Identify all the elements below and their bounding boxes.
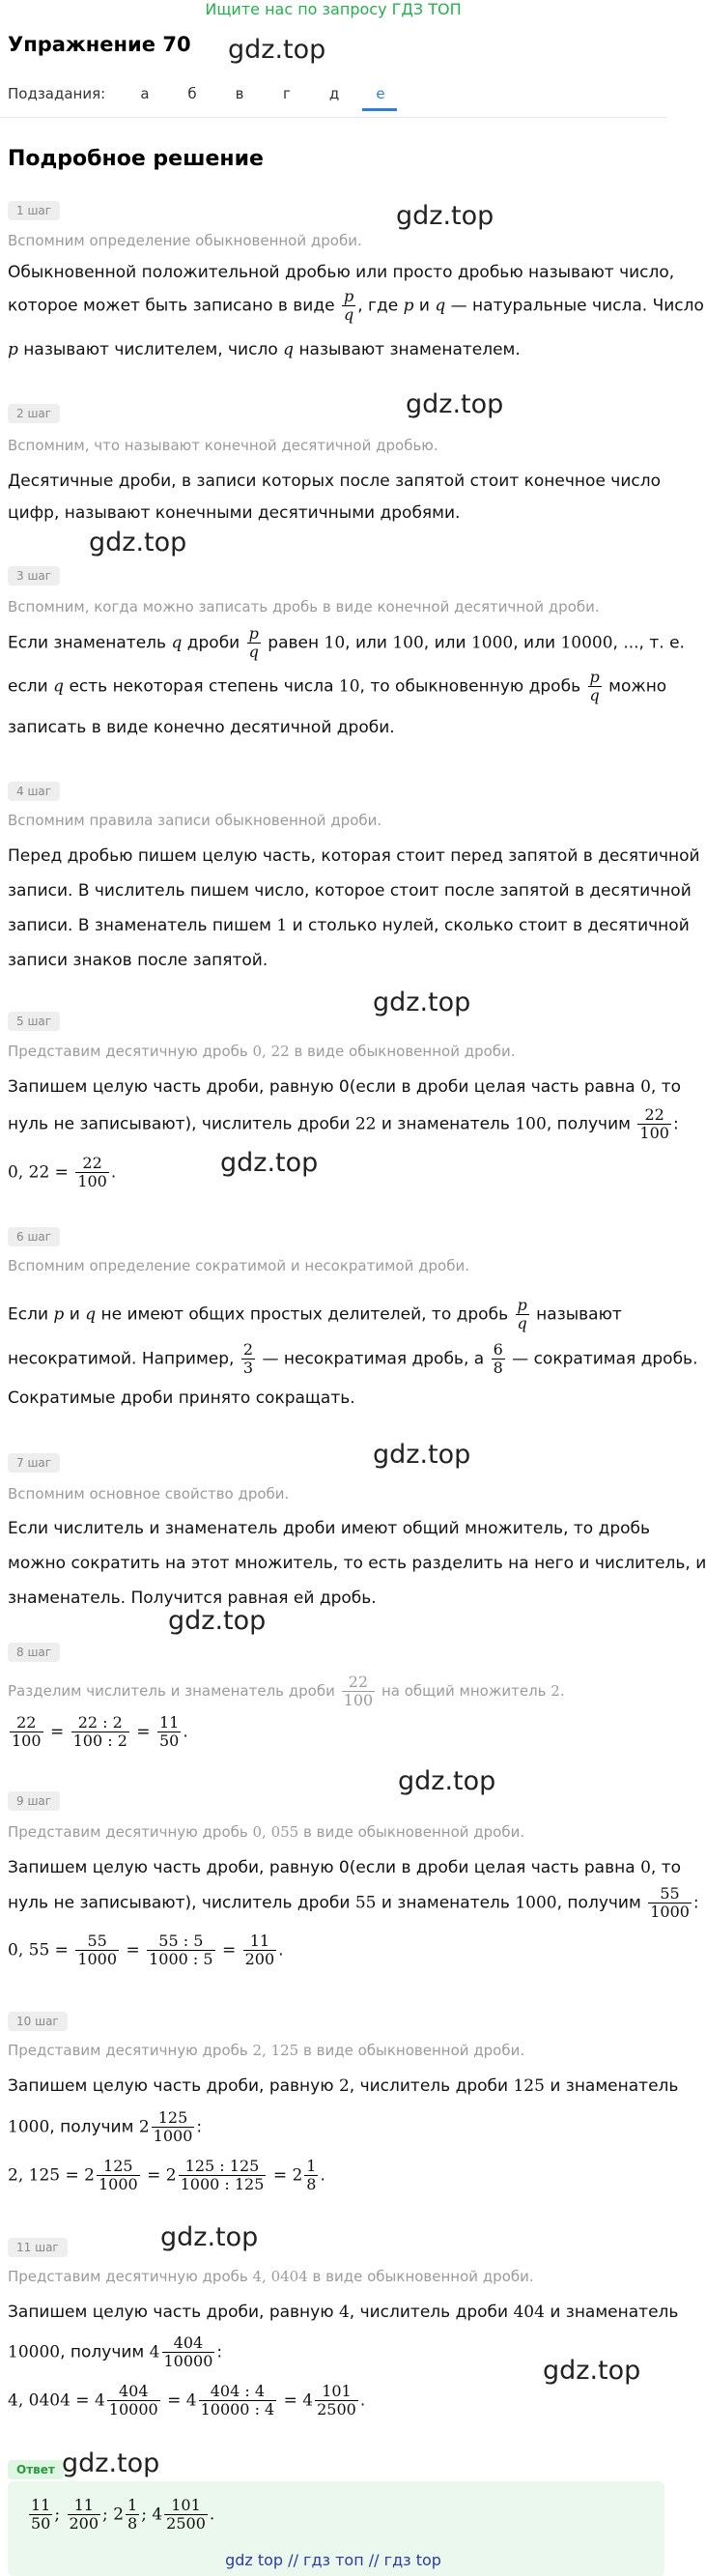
step-text: можно сократить на этот множитель, то есть разделить на него и числитель, и	[8, 1554, 706, 1573]
step-hint: Представим десятичную дробь 2, 125 в виде обыкновенной дроби.	[8, 2042, 525, 2059]
page-title: Упражнение 70	[8, 33, 191, 56]
step-text: если q есть некоторая степень числа 10, то обыкновенную дробь $\frac{p}{q}$ можно	[8, 668, 667, 704]
step-badge: 7 шаг	[8, 1453, 60, 1473]
step-equation: 0, 22 = $\frac{22}{100}$ .	[8, 1154, 117, 1190]
step-hint: Вспомним, когда можно записать дробь в виде конечной десятичной дроби.	[8, 598, 600, 615]
fraction: $\frac{p}{q}$	[589, 668, 600, 704]
divider	[0, 117, 666, 118]
subtask-tab-a[interactable]: а	[140, 85, 150, 102]
step-text: Если знаменатель q дроби $\frac{p}{q}$ равен 10, или 100, или 1000, или 10000, ..., т. е.	[8, 624, 685, 661]
step-badge: 6 шаг	[8, 1227, 60, 1246]
step-text: Если p и q не имеют общих простых делителей, то дробь $\frac{p}{q}$ называют	[8, 1296, 622, 1332]
subtask-tab-e[interactable]: е	[376, 85, 385, 102]
step-text: записать в виде конечно десятичной дроби.	[8, 718, 395, 737]
step-hint: Вспомним основное свойство дроби.	[8, 1485, 290, 1503]
footer-link[interactable]: гдз топ	[303, 2551, 364, 2569]
fraction: $\frac{6}{8}$	[493, 1340, 503, 1377]
subtask-tab-g[interactable]: г	[283, 85, 291, 102]
watermark: gdz.top	[373, 987, 471, 1017]
step-text: которое может быть записано в виде $\frac{p}{q}$ , где p и q — натуральные числа. Число	[8, 287, 704, 324]
step-equation: $\frac{22}{100}$ = $\frac{22 : 2}{100 : 2}$ = $\frac{11}{50}$ .	[12, 1713, 188, 1750]
step-text: 1000, получим 2 $\frac{125}{1000}$ :	[8, 2108, 203, 2145]
watermark: gdz.top	[160, 2222, 259, 2252]
active-tab-indicator	[362, 108, 397, 111]
watermark: gdz.top	[62, 2448, 160, 2478]
watermark: gdz.top	[220, 1148, 319, 1178]
fraction: $\frac{22}{100}$	[343, 1673, 374, 1709]
watermark: gdz.top	[398, 1766, 496, 1796]
subtask-tab-v[interactable]: в	[235, 85, 244, 102]
step-equation: 2, 125 = 2 $\frac{125}{1000}$ = 2 $\frac{125 : 125}{1000 : 125}$ = 2 $\frac{1}{8}$ .	[8, 2157, 325, 2193]
fraction: $\frac{2}{3}$	[242, 1340, 254, 1377]
step-hint: Вспомним определение сократимой и несократимой дроби.	[8, 1257, 469, 1274]
fraction: $\frac{p}{q}$	[517, 1296, 527, 1332]
footer-link[interactable]: гдз top	[383, 2551, 441, 2569]
step-hint: Вспомним правила записи обыкновенной дроби.	[8, 812, 382, 829]
step-hint: Вспомним определение обыкновенной дроби.	[8, 232, 362, 249]
step-text: Перед дробью пишем целую часть, которая стоит перед запятой в десятичной	[8, 846, 700, 866]
step-badge: 9 шаг	[8, 1791, 60, 1811]
watermark: gdz.top	[373, 1440, 471, 1470]
fraction: $\frac{p}{q}$	[248, 624, 259, 661]
step-badge: 11 шаг	[8, 2238, 68, 2257]
step-text: записи знаков после запятой.	[8, 951, 268, 970]
step-text: нуль не записывают), числитель дроби 55 и знаменатель 1000, получим $\frac{55}{1000}$ :	[8, 1884, 699, 1921]
watermark: gdz.top	[396, 201, 494, 231]
step-text: записи. В знаменатель пишем 1 и столько нулей, сколько стоит в десятичной	[8, 916, 690, 935]
step-text: Запишем целую часть дроби, равную 0(если в дроби целая часть равна 0, то	[8, 1858, 682, 1877]
step-text: Десятичные дроби, в записи которых после запятой стоит конечное число	[8, 472, 662, 491]
step-text: Обыкновенной положительной дробью или просто дробью называют число,	[8, 263, 675, 282]
step-text: Запишем целую часть дроби, равную 4, числитель дроби 404 и знаменатель	[8, 2303, 679, 2322]
step-text: Если числитель и знаменатель дроби имеют общий множитель, то дробь	[8, 1519, 651, 1538]
step-badge: 2 шаг	[8, 404, 60, 423]
section-title: Подробное решение	[8, 147, 264, 171]
fraction: $\frac{p}{q}$	[343, 287, 354, 324]
step-hint: Представим десятичную дробь 0, 055 в виде обыкновенной дроби.	[8, 1823, 525, 1841]
step-badge: 1 шаг	[8, 201, 60, 220]
step-text: знаменатель. Получится равная ей дробь.	[8, 1589, 377, 1608]
subtask-tab-d[interactable]: д	[328, 85, 340, 102]
watermark: gdz.top	[168, 1606, 267, 1636]
watermark: gdz.top	[406, 389, 504, 419]
step-badge: 4 шаг	[8, 782, 60, 801]
step-text: p называют числителем, число q называют знаменателем.	[8, 340, 521, 359]
step-badge: 10 шаг	[8, 2012, 68, 2031]
answer-badge: Ответ	[8, 2460, 64, 2479]
step-text: записи. В числитель пишем число, которое стоит после запятой в десятичной	[8, 881, 692, 901]
step-equation: 4, 0404 = 4 $\frac{404}{10000}$ = 4 $\frac{404 : 4}{10000 : 4}$ = 4 $\frac{101}{2500}$ .	[8, 2382, 366, 2419]
footer-links: gdz top // гдз топ // гдз top	[225, 2551, 441, 2569]
step-badge: 3 шаг	[8, 566, 60, 586]
step-text: Сократимые дроби принято сокращать.	[8, 1388, 355, 1408]
step-text: Запишем целую часть дроби, равную 2, числитель дроби 125 и знаменатель	[8, 2076, 679, 2096]
step-text: нуль не записывают), числитель дроби 22 и знаменатель 100, получим $\frac{22}{100}$ :	[8, 1105, 679, 1142]
fraction: $\frac{55}{1000}$	[650, 1884, 690, 1921]
step-badge: 8 шаг	[8, 1643, 60, 1662]
subtasks-label: Подзадания:	[8, 85, 106, 102]
step-hint: Вспомним, что называют конечной десятичной дробью.	[8, 437, 438, 454]
step-hint: Разделим числитель и знаменатель дроби $\frac{22}{100}$ на общий множитель 2.	[8, 1673, 565, 1709]
step-hint: Представим десятичную дробь 4, 0404 в виде обыкновенной дроби.	[8, 2268, 534, 2285]
watermark: gdz.top	[543, 2356, 641, 2386]
fraction: $\frac{22}{100}$	[77, 1154, 107, 1190]
step-equation: 0, 55 = $\frac{55}{1000}$ = $\frac{55 : 5}{1000 : 5}$ = $\frac{11}{200}$ .	[8, 1932, 284, 1968]
step-text: Запишем целую часть дроби, равную 0(если в дроби целая часть равна 0, то	[8, 1077, 682, 1097]
step-hint: Представим десятичную дробь 0, 22 в виде обыкновенной дроби.	[8, 1043, 516, 1060]
fraction: $\frac{22}{100}$	[639, 1105, 669, 1142]
step-text: несократимой. Например, $\frac{2}{3}$ — несократимая дробь, а $\frac{6}{8}$ — сократимая дробь.	[8, 1340, 698, 1377]
subtask-tab-b[interactable]: б	[187, 85, 197, 102]
watermark: gdz.top	[89, 528, 187, 558]
answer-values: $\frac{11}{50}$ ; $\frac{11}{200}$ ; 2 $\frac{1}{8}$ ; 4 $\frac{101}{2500}$ .	[31, 2496, 215, 2533]
step-badge: 5 шаг	[8, 1012, 60, 1031]
footer-link[interactable]: gdz top	[225, 2551, 284, 2569]
step-text: 10000, получим 4 $\frac{404}{10000}$ :	[8, 2333, 223, 2370]
watermark: gdz.top	[228, 35, 326, 65]
step-text: цифр, называют конечными десятичными дробями.	[8, 503, 461, 523]
promo-banner: Ищите нас по запросу ГДЗ ТОП	[205, 0, 462, 18]
